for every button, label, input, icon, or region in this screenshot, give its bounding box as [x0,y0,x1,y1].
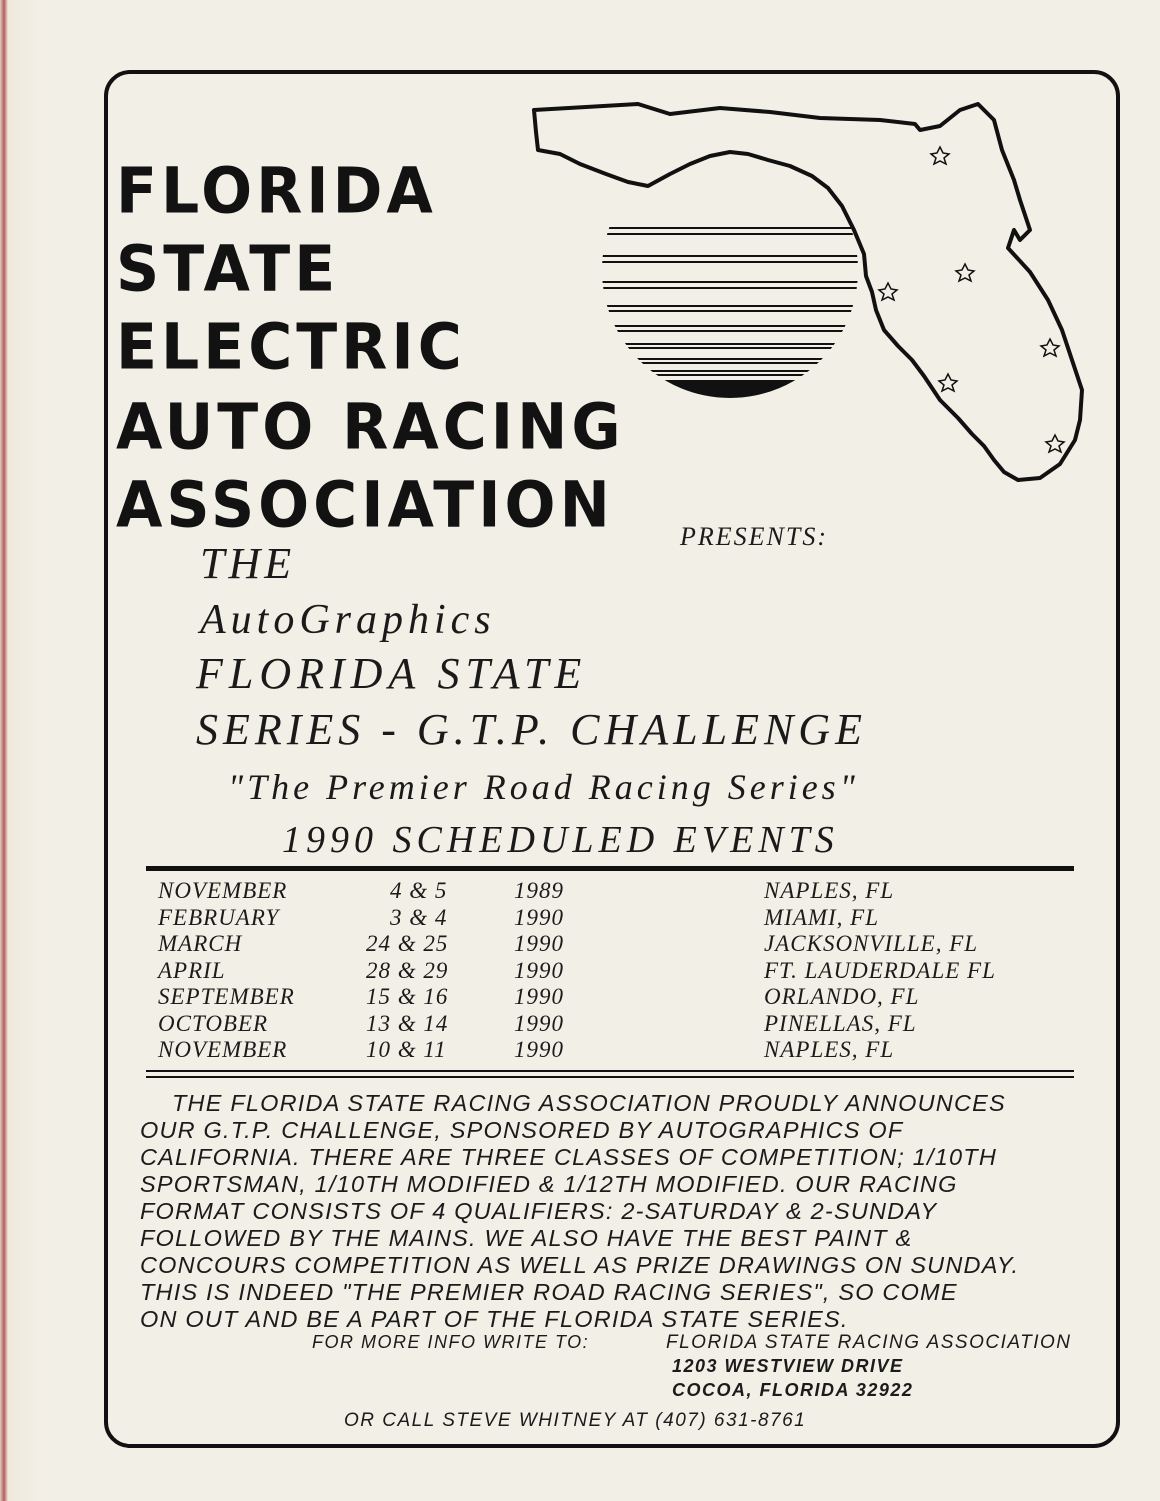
title-line-2: STATE [116,232,340,307]
event-tagline: "The Premier Road Racing Series" [228,767,859,807]
schedule-location: ORLANDO, FL [764,984,920,1009]
announcement-line: FORMAT CONSISTS OF 4 QUALIFIERS: 2-SATURDAY & 2-SUNDAY [140,1198,938,1224]
announcement-line: THE FLORIDA STATE RACING ASSOCIATION PROUDLY ANNOUNCES [172,1090,1006,1116]
schedule-days: 15 & 16 [366,984,449,1009]
florida-map-icon [520,80,1100,500]
schedule-row [158,984,1058,1011]
schedule-row [158,1037,1058,1064]
event-sponsor: AutoGraphics [200,597,496,643]
contact-prompt: FOR MORE INFO WRITE TO: [312,1332,590,1352]
announcement-line: THIS IS INDEED "THE PREMIER ROAD RACING SERIES", SO COME [140,1279,958,1305]
title-line-5: ASSOCIATION [116,468,614,543]
title-line-1: FLORIDA [116,154,437,229]
schedule-location: PINELLAS, FL [764,1010,917,1036]
schedule-month: MARCH [158,931,243,956]
schedule-bottom-rule-1 [146,1070,1074,1072]
schedule-year: 1989 [514,878,564,903]
schedule-year: 1990 [514,957,564,983]
schedule-row [158,878,1058,905]
schedule-days: 28 & 29 [366,957,449,983]
schedule-row [158,931,1058,958]
star-icon [931,147,949,164]
schedule-month: FEBRUARY [158,904,280,930]
schedule-days: 4 & 5 [390,878,448,903]
schedule-location: FT. LAUDERDALE FL [764,957,996,983]
announcement-line: SPORTSMAN, 1/10TH MODIFIED & 1/12TH MODIFIED. OUR RACING [140,1171,958,1197]
schedule-location: NAPLES, FL [764,878,895,903]
schedule-location: MIAMI, FL [764,904,880,930]
announcement-text [140,1090,1100,1333]
star-icon [956,264,974,281]
schedule-month: APRIL [158,957,226,983]
schedule-year: 1990 [514,904,564,930]
schedule-row [158,958,1058,985]
schedule-month: SEPTEMBER [158,984,295,1009]
star-icon [879,283,897,300]
announcement-line: FOLLOWED BY THE MAINS. WE ALSO HAVE THE BEST PAINT & [140,1225,913,1251]
star-icon [1041,339,1059,356]
announcement-line: OUR G.T.P. CHALLENGE, SPONSORED BY AUTOGRAPHICS OF [140,1117,904,1143]
contact-city: COCOA, FLORIDA 32922 [672,1380,914,1400]
event-series-line-2: SERIES - G.T.P. CHALLENGE [196,705,867,754]
schedule-top-rule [146,866,1074,871]
contact-org: FLORIDA STATE RACING ASSOCIATION [666,1332,1072,1353]
title-line-3: ELECTRIC [116,310,466,385]
contact-phone: OR CALL STEVE WHITNEY AT (407) 631-8761 [344,1410,807,1431]
schedule-table [158,878,1058,1064]
event-series-line-1: FLORIDA STATE [196,649,588,698]
schedule-year: 1990 [514,1037,564,1062]
schedule-year: 1990 [514,984,564,1009]
schedule-days: 3 & 4 [390,904,448,930]
title-line-4: AUTO RACING [116,390,625,465]
schedule-year: 1990 [514,1010,564,1036]
presents-label: PRESENTS: [680,522,828,551]
schedule-month: NOVEMBER [158,1037,288,1062]
schedule-days: 13 & 14 [366,1010,449,1036]
announcement-line: CONCOURS COMPETITION AS WELL AS PRIZE DRAWINGS ON SUNDAY. [140,1252,1020,1278]
schedule-days: 10 & 11 [366,1037,447,1062]
page-binding-edge [0,0,40,1501]
schedule-row [158,1011,1058,1038]
event-the: THE [200,539,296,588]
schedule-month: NOVEMBER [158,878,288,903]
announcement-line: ON OUT AND BE A PART OF THE FLORIDA STATE SERIES. [140,1306,849,1332]
schedule-location: JACKSONVILLE, FL [764,931,979,956]
schedule-heading: 1990 SCHEDULED EVENTS [282,819,839,861]
schedule-bottom-rule-2 [146,1076,1074,1078]
contact-street: 1203 WESTVIEW DRIVE [672,1356,904,1376]
schedule-location: NAPLES, FL [764,1037,895,1062]
star-icon [939,374,957,391]
schedule-days: 24 & 25 [366,931,449,956]
schedule-row [158,905,1058,932]
schedule-year: 1990 [514,931,564,956]
star-icon [1046,435,1064,452]
announcement-line: CALIFORNIA. THERE ARE THREE CLASSES OF COMPETITION; 1/10TH [140,1144,997,1170]
schedule-month: OCTOBER [158,1010,269,1036]
